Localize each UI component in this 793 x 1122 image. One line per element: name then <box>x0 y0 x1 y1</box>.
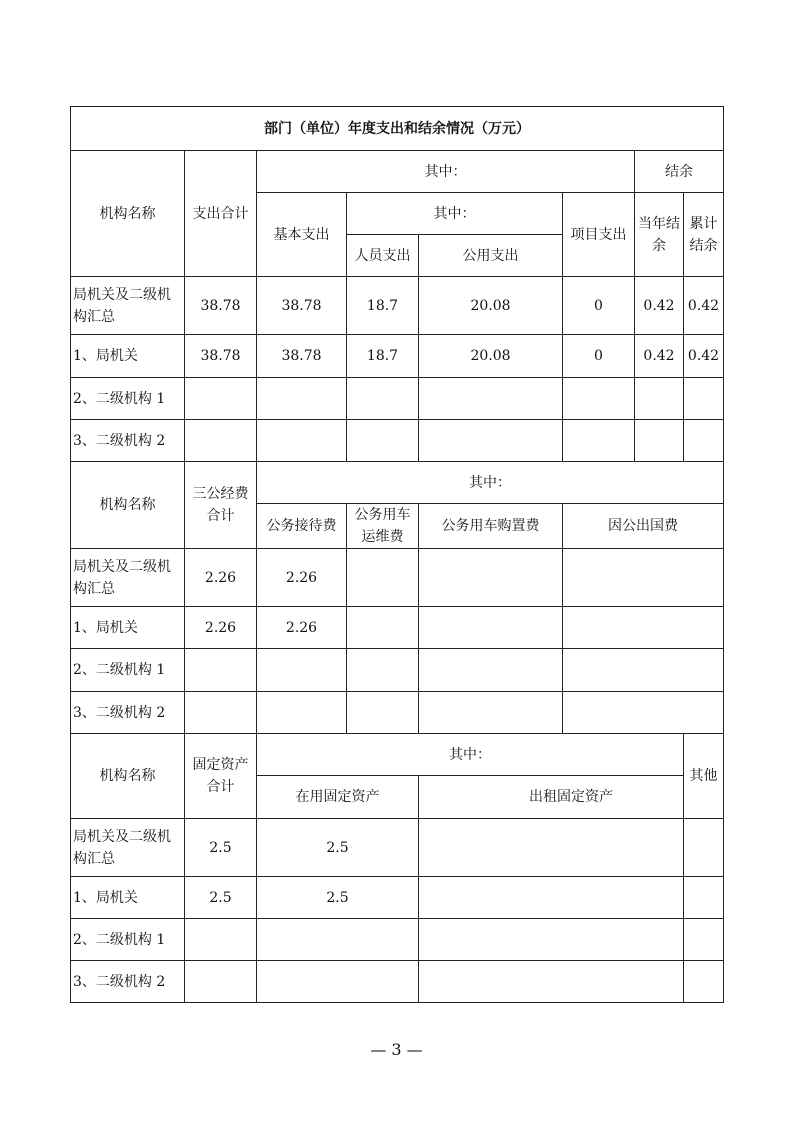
s2-row-abroad <box>563 549 724 607</box>
s2-reception-header: 公务接待费 <box>257 504 347 549</box>
s2-row-vehicle-op <box>347 692 419 734</box>
s1-row-cumulative <box>684 378 724 420</box>
s3-other-header: 其他 <box>684 734 724 819</box>
s2-of-which: 其中： <box>257 462 724 504</box>
s1-row-public: 20.08 <box>419 335 563 378</box>
s1-row-project <box>563 378 635 420</box>
s2-row-name: 局机关及二级机构汇总 <box>71 549 185 607</box>
s3-row-in-use <box>257 919 419 961</box>
s3-row-in-use <box>257 961 419 1003</box>
s1-row-cumulative: 0.42 <box>684 335 724 378</box>
table-row <box>71 919 724 961</box>
s3-row-other <box>684 961 724 1003</box>
s1-cumulative-balance-header: 累计结余 <box>684 193 724 277</box>
s3-row-name: 1、局机关 <box>71 877 185 919</box>
s1-name-header: 机构名称 <box>71 151 185 277</box>
s3-row-name: 2、二级机构 1 <box>71 919 185 961</box>
s3-row-other <box>684 819 724 877</box>
s1-row-personnel <box>347 378 419 420</box>
s1-row-current <box>635 420 684 462</box>
s3-row-leased <box>419 919 684 961</box>
s2-row-vehicle-buy <box>419 607 563 649</box>
s1-row-name: 1、局机关 <box>71 335 185 378</box>
page-number: — 3 — <box>370 1040 423 1059</box>
s2-abroad-header: 因公出国费 <box>563 504 724 549</box>
s1-row-personnel: 18.7 <box>347 335 419 378</box>
s2-row-vehicle-buy <box>419 692 563 734</box>
s2-row-total: 2.26 <box>185 549 257 607</box>
s1-row-current: 0.42 <box>635 277 684 335</box>
s1-row-public <box>419 420 563 462</box>
s1-basic-header: 基本支出 <box>257 193 347 277</box>
s3-name-header: 机构名称 <box>71 734 185 819</box>
table-row <box>71 335 724 378</box>
s2-row-abroad <box>563 607 724 649</box>
s2-row-reception <box>257 692 347 734</box>
s1-row-basic: 38.78 <box>257 335 347 378</box>
s2-row-name: 3、二级机构 2 <box>71 692 185 734</box>
s3-row-leased <box>419 877 684 919</box>
s2-row-vehicle-op <box>347 607 419 649</box>
s1-row-cumulative: 0.42 <box>684 277 724 335</box>
s2-row-name: 2、二级机构 1 <box>71 649 185 692</box>
s1-row-name: 3、二级机构 2 <box>71 420 185 462</box>
s2-row-vehicle-buy <box>419 649 563 692</box>
s1-row-public <box>419 378 563 420</box>
s2-row-total: 2.26 <box>185 607 257 649</box>
s3-row-leased <box>419 961 684 1003</box>
s3-total-header: 固定资产合计 <box>185 734 257 819</box>
s3-row-other <box>684 919 724 961</box>
s1-personnel-header: 人员支出 <box>347 235 419 277</box>
expenditure-balance-table <box>70 106 724 1003</box>
s1-of-which: 其中： <box>257 151 635 193</box>
s1-row-total: 38.78 <box>185 277 257 335</box>
s2-row-reception: 2.26 <box>257 607 347 649</box>
s3-leased-header: 出租固定资产 <box>419 776 724 819</box>
s3-row-total: 2.5 <box>185 877 257 919</box>
s1-row-cumulative <box>684 420 724 462</box>
s1-total-header: 支出合计 <box>185 151 257 277</box>
s1-row-current: 0.42 <box>635 335 684 378</box>
s1-row-total: 38.78 <box>185 335 257 378</box>
s3-in-use-header: 在用固定资产 <box>257 776 419 819</box>
s1-row-total <box>185 378 257 420</box>
s3-row-total <box>185 961 257 1003</box>
s2-row-vehicle-op <box>347 549 419 607</box>
s2-name-header: 机构名称 <box>71 462 185 549</box>
s1-row-project: 0 <box>563 277 635 335</box>
s1-row-personnel: 18.7 <box>347 277 419 335</box>
s1-row-current <box>635 378 684 420</box>
table-row <box>71 277 724 335</box>
s1-row-total <box>185 420 257 462</box>
s1-row-name: 2、二级机构 1 <box>71 378 185 420</box>
s1-row-basic <box>257 420 347 462</box>
table-row <box>71 961 724 1003</box>
s3-row-name: 3、二级机构 2 <box>71 961 185 1003</box>
s1-current-balance-header: 当年结余 <box>635 193 684 277</box>
s2-row-reception: 2.26 <box>257 549 347 607</box>
s1-row-basic <box>257 378 347 420</box>
s3-row-name: 局机关及二级机构汇总 <box>71 819 185 877</box>
table-row <box>71 378 724 420</box>
table-row <box>71 649 724 692</box>
table-row <box>71 692 724 734</box>
s1-project-header: 项目支出 <box>563 193 635 277</box>
s1-row-project <box>563 420 635 462</box>
s3-row-other <box>684 877 724 919</box>
s3-row-total: 2.5 <box>185 819 257 877</box>
s2-row-total <box>185 692 257 734</box>
s1-row-basic: 38.78 <box>257 277 347 335</box>
s3-row-leased <box>419 819 684 877</box>
table-row <box>71 420 724 462</box>
s1-row-personnel <box>347 420 419 462</box>
s2-row-total <box>185 649 257 692</box>
s3-row-in-use: 2.5 <box>257 819 419 877</box>
s2-row-abroad <box>563 692 724 734</box>
s3-row-in-use: 2.5 <box>257 877 419 919</box>
s1-row-public: 20.08 <box>419 277 563 335</box>
s1-balance-header: 结余 <box>635 151 724 193</box>
s1-basic-of-which: 其中： <box>347 193 563 235</box>
s2-total-header: 三公经费合计 <box>185 462 257 549</box>
s2-row-vehicle-buy <box>419 549 563 607</box>
s2-vehicle-buy-header: 公务用车购置费 <box>419 504 563 549</box>
s2-vehicle-op-header: 公务用车运维费 <box>347 504 419 549</box>
s3-of-which: 其中： <box>257 734 684 776</box>
s2-row-reception <box>257 649 347 692</box>
s2-row-name: 1、局机关 <box>71 607 185 649</box>
s1-row-project: 0 <box>563 335 635 378</box>
s2-row-vehicle-op <box>347 649 419 692</box>
table-row <box>71 877 724 919</box>
table-row <box>71 549 724 607</box>
s3-row-total <box>185 919 257 961</box>
s1-row-name: 局机关及二级机构汇总 <box>71 277 185 335</box>
s1-public-header: 公用支出 <box>419 235 563 277</box>
table-row <box>71 607 724 649</box>
table-title: 部门（单位）年度支出和结余情况（万元） <box>71 107 724 151</box>
table-row <box>71 819 724 877</box>
s2-row-abroad <box>563 649 724 692</box>
